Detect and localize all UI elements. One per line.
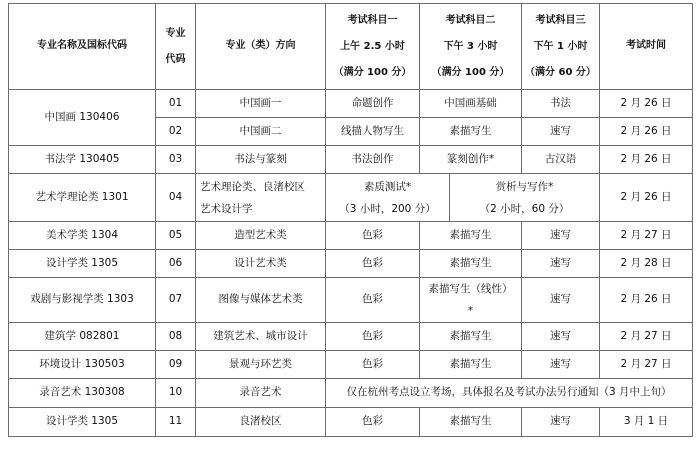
direction-cell: 造型艺术类 [196, 222, 326, 250]
time-cell: 2 月 26 日 [600, 278, 693, 323]
code-cell: 01 [156, 90, 196, 118]
code-cell: 06 [156, 250, 196, 278]
subject3-duration: 下午 1 小时 [533, 40, 588, 52]
col-code-line1: 专业 [165, 27, 186, 39]
direction-line1: 艺术理论类、良渚校区 [200, 180, 305, 193]
header-row [9, 4, 693, 90]
direction-cell: 图像与媒体艺术类 [196, 278, 326, 323]
table-row [9, 278, 693, 323]
time-cell: 2 月 26 日 [600, 118, 693, 146]
subject1-cell: 色彩 [326, 408, 420, 437]
subject2-score: （满分 100 分） [431, 66, 510, 78]
subject2-title: 考试科目二 [445, 14, 496, 26]
time-cell: 2 月 27 日 [600, 222, 693, 250]
code-cell: 08 [156, 323, 196, 351]
major-cell: 设计学类 1305 [9, 250, 156, 278]
code-cell: 07 [156, 278, 196, 323]
col-subject1 [326, 4, 420, 90]
subject3-cell: 速写 [522, 118, 600, 146]
subject2-cell: 素描写生 [420, 351, 522, 379]
subject3-cell: 速写 [522, 408, 600, 437]
time-cell: 2 月 26 日 [600, 90, 693, 118]
subject1-duration: 上午 2.5 小时 [340, 40, 405, 52]
code-cell: 05 [156, 222, 196, 250]
code-cell: 09 [156, 351, 196, 379]
subject1-cell: 命题创作 [326, 90, 420, 118]
subject3-cell: 古汉语 [522, 146, 600, 174]
table-row [9, 379, 693, 408]
time-cell: 2 月 26 日 [600, 174, 693, 222]
subject1-cell: 色彩 [326, 351, 420, 379]
direction-cell: 中国画一 [196, 90, 326, 118]
subject1-cell: 书法创作 [326, 146, 420, 174]
major-cell: 建筑学 082801 [9, 323, 156, 351]
time-cell: 2 月 28 日 [600, 250, 693, 278]
subject1-line2: （3 小时，200 分） [339, 202, 436, 215]
code-cell: 02 [156, 118, 196, 146]
exam-schedule-table [8, 3, 693, 437]
subject2-duration: 下午 3 小时 [443, 40, 498, 52]
subject2-line2: * [467, 305, 474, 317]
table-row [9, 222, 693, 250]
note-cell: 仅在杭州考点设立考场，具体报名及考试办法另行通知（3 月中上旬） [326, 379, 693, 408]
table-row [9, 323, 693, 351]
subject1-title: 考试科目一 [347, 14, 398, 26]
subject3-cell: 速写 [522, 323, 600, 351]
table-row [9, 146, 693, 174]
subject23-line2: （2 小时，60 分） [479, 202, 570, 215]
subject3-cell: 速写 [522, 351, 600, 379]
subject2-cell [420, 278, 522, 323]
table-row [9, 250, 693, 278]
subject2-cell: 篆刻创作* [420, 146, 522, 174]
direction-cell: 良渚校区 [196, 408, 326, 437]
subject2-cell: 中国画基础 [420, 90, 522, 118]
direction-cell: 书法与篆刻 [196, 146, 326, 174]
subject23-line1: 赏析与写作* [495, 180, 554, 193]
code-cell: 04 [156, 174, 196, 222]
col-direction: 专业（类）方向 [196, 4, 326, 90]
col-subject2 [420, 4, 522, 90]
direction-cell: 录音艺术 [196, 379, 326, 408]
table-row [9, 408, 693, 437]
subject2-cell: 素描写生 [420, 118, 522, 146]
major-cell: 艺术学理论类 1301 [9, 174, 156, 222]
direction-cell: 景观与环艺类 [196, 351, 326, 379]
col-code [156, 4, 196, 90]
code-cell: 10 [156, 379, 196, 408]
table-row [9, 174, 693, 222]
time-cell: 2 月 26 日 [600, 146, 693, 174]
subject3-cell: 速写 [522, 278, 600, 323]
major-cell: 戏剧与影视学类 1303 [9, 278, 156, 323]
table-row [9, 351, 693, 379]
subject3-score: （满分 60 分） [525, 66, 596, 78]
major-cell: 中国画 130406 [9, 90, 156, 146]
time-cell: 3 月 1 日 [600, 408, 693, 437]
table-row [9, 90, 693, 118]
direction-cell: 设计艺术类 [196, 250, 326, 278]
major-cell: 环境设计 130503 [9, 351, 156, 379]
direction-cell [196, 174, 326, 222]
major-cell: 书法学 130405 [9, 146, 156, 174]
direction-cell: 建筑艺术、城市设计 [196, 323, 326, 351]
code-cell: 11 [156, 408, 196, 437]
subject3-title: 考试科目三 [535, 14, 586, 26]
subject2-cell: 素描写生 [420, 323, 522, 351]
subject1-cell: 线描人物写生 [326, 118, 420, 146]
direction-cell: 中国画二 [196, 118, 326, 146]
subject1-cell: 色彩 [326, 222, 420, 250]
col-subject3 [522, 4, 600, 90]
direction-line2: 艺术设计学 [200, 202, 253, 215]
major-cell: 录音艺术 130308 [9, 379, 156, 408]
subject1-cell: 色彩 [326, 278, 420, 323]
subject3-cell: 速写 [522, 250, 600, 278]
code-cell: 03 [156, 146, 196, 174]
col-major: 专业名称及国标代码 [9, 4, 156, 90]
subject1-score: （满分 100 分） [333, 66, 412, 78]
subject3-cell: 书法 [522, 90, 600, 118]
subject2-cell: 素描写生 [420, 408, 522, 437]
col-time: 考试时间 [600, 4, 693, 90]
subject2-cell: 素描写生 [420, 222, 522, 250]
subject2-cell: 素描写生 [420, 250, 522, 278]
time-cell: 2 月 27 日 [600, 351, 693, 379]
col-code-line2: 代码 [165, 53, 186, 65]
subject23-cell [450, 174, 600, 222]
subject1-cell: 色彩 [326, 323, 420, 351]
major-cell: 设计学类 1305 [9, 408, 156, 437]
subject2-line1: 素描写生（线性） [428, 283, 513, 295]
subject1-line1: 素质测试* [363, 180, 412, 193]
subject3-cell: 速写 [522, 222, 600, 250]
subject1-cell [326, 174, 450, 222]
time-cell: 2 月 27 日 [600, 323, 693, 351]
subject1-cell: 色彩 [326, 250, 420, 278]
major-cell: 美术学类 1304 [9, 222, 156, 250]
